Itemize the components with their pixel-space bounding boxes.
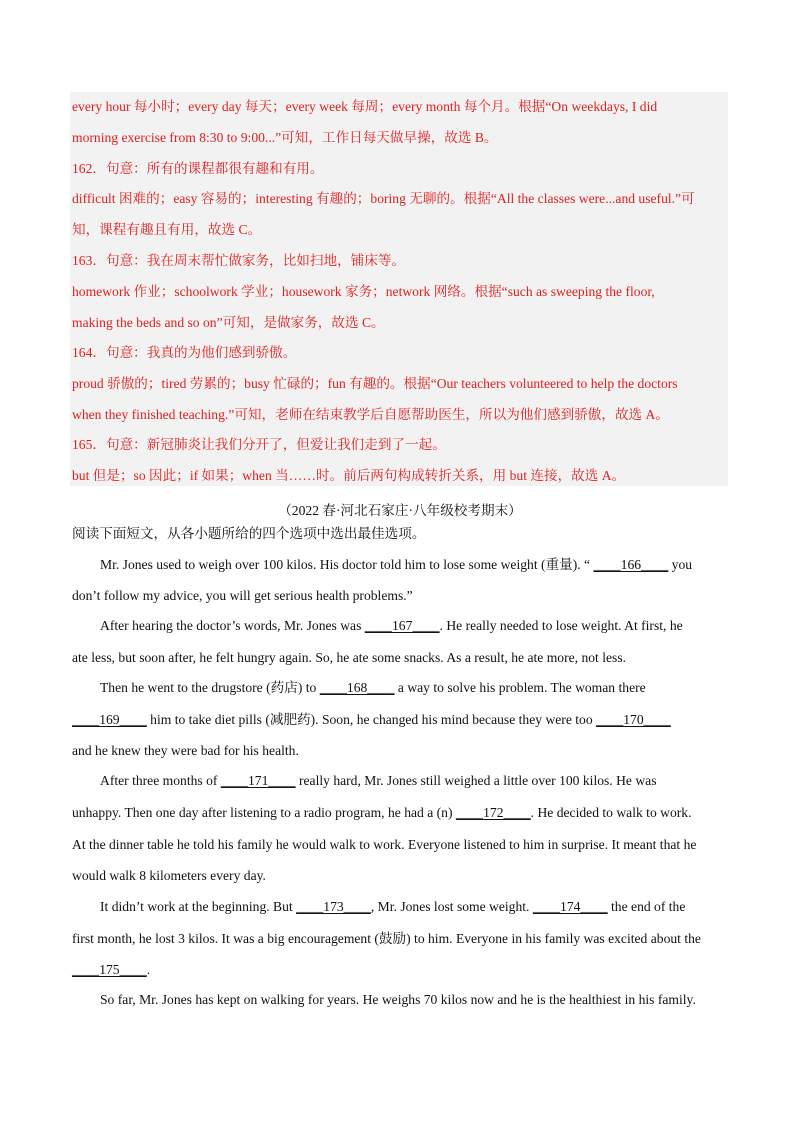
passage-line: ____175____.: [72, 962, 151, 977]
passage-line: After three months of ____171____ really hard, Mr. Jones still weighed a little over 100 kilos. He was: [100, 773, 657, 788]
answer-line: 165．句意：新冠肺炎让我们分开了，但爱让我们走到了一起。: [72, 437, 446, 452]
passage-line: unhappy. Then one day after listening to a radio program, he had a (n) ____172____. He decided to walk to work.: [72, 805, 692, 820]
answer-line: proud 骄傲的；tired 劳累的；busy 忙碌的；fun 有趣的。根据“Our teachers volunteered to help the doctors: [72, 376, 678, 391]
answer-line: every hour 每小时；every day 每天；every week 每周；every month 每个月。根据“On weekdays, I did: [72, 99, 658, 114]
passage-line: don’t follow my advice, you will get serious health problems.”: [72, 588, 413, 603]
blank-172: ____172____: [455, 805, 531, 820]
blank-170: ____170____: [596, 712, 671, 727]
answer-line: 知，课程有趣且有用，故选 C。: [72, 222, 262, 237]
answer-line: difficult 困难的；easy 容易的；interesting 有趣的；boring 无聊的。根据“All the classes were...and useful.”可: [72, 191, 695, 206]
source-citation: （2022 春·河北石家庄·八年级校考期末）: [278, 503, 522, 518]
passage-line: and he knew they were bad for his health.: [72, 743, 299, 758]
answer-line: making the beds and so on”可知，是做家务，故选 C。: [72, 315, 385, 330]
answer-line: 162．句意：所有的课程都很有趣和有用。: [72, 161, 324, 176]
answer-line: when they finished teaching.”可知，老师在结束教学后自愿帮助医生，所以为他们感到骄傲，故选 A。: [72, 407, 669, 422]
passage-line: Mr. Jones used to weigh over 100 kilos. His doctor told him to lose some weight (重量). “ ____166____ you: [100, 557, 693, 572]
passage-line: would walk 8 kilometers every day.: [72, 868, 266, 883]
blank-166: ____166____: [593, 557, 669, 572]
blank-168: ____168____: [319, 680, 395, 695]
answer-line: homework 作业；schoolwork 学业；housework 家务；network 网络。根据“such as sweeping the floor,: [72, 284, 655, 299]
passage-line: ate less, but soon after, he felt hungry again. So, he ate some snacks. As a result, he ate more, not less.: [72, 650, 627, 665]
blank-171: ____171____: [220, 773, 296, 788]
answer-line: but 但是；so 因此；if 如果；when 当……时。前后两句构成转折关系，用 but 连接，故选 A。: [72, 468, 626, 483]
passage-line: So far, Mr. Jones has kept on walking for years. He weighs 70 kilos now and he is the healthiest in his family.: [100, 992, 696, 1007]
blank-174: ____174____: [532, 899, 608, 914]
instruction: 阅读下面短文，从各小题所给的四个选项中选出最佳选项。: [72, 526, 426, 541]
blank-169: ____169____: [72, 712, 147, 727]
passage-line: It didn’t work at the beginning. But ____173____, Mr. Jones lost some weight. ____174____ the end of the: [100, 899, 686, 914]
answer-line: 163．句意：我在周末帮忙做家务，比如扫地，铺床等。: [72, 253, 406, 268]
passage-line: After hearing the doctor’s words, Mr. Jones was ____167____. He really needed to lose weight. At first, he: [100, 618, 683, 633]
passage-line: At the dinner table he told his family he would walk to work. Everyone listened to him in surprise. It meant that he: [72, 837, 697, 852]
blank-175: ____175____: [72, 962, 147, 977]
blank-167: ____167____: [364, 618, 440, 633]
passage-line: first month, he lost 3 kilos. It was a big encouragement (鼓励) to him. Everyone in his family was excited about the: [72, 931, 701, 946]
passage-line: ____169____ him to take diet pills (减肥药). Soon, he changed his mind because they were too ____170____: [72, 712, 671, 727]
passage-line: Then he went to the drugstore (药店) to ____168____ a way to solve his problem. The woman there: [100, 680, 646, 695]
blank-173: ____173____: [296, 899, 371, 914]
answer-line: 164．句意：我真的为他们感到骄傲。: [72, 345, 297, 360]
answer-line: morning exercise from 8:30 to 9:00...”可知，工作日每天做早操，故选 B。: [72, 130, 498, 145]
